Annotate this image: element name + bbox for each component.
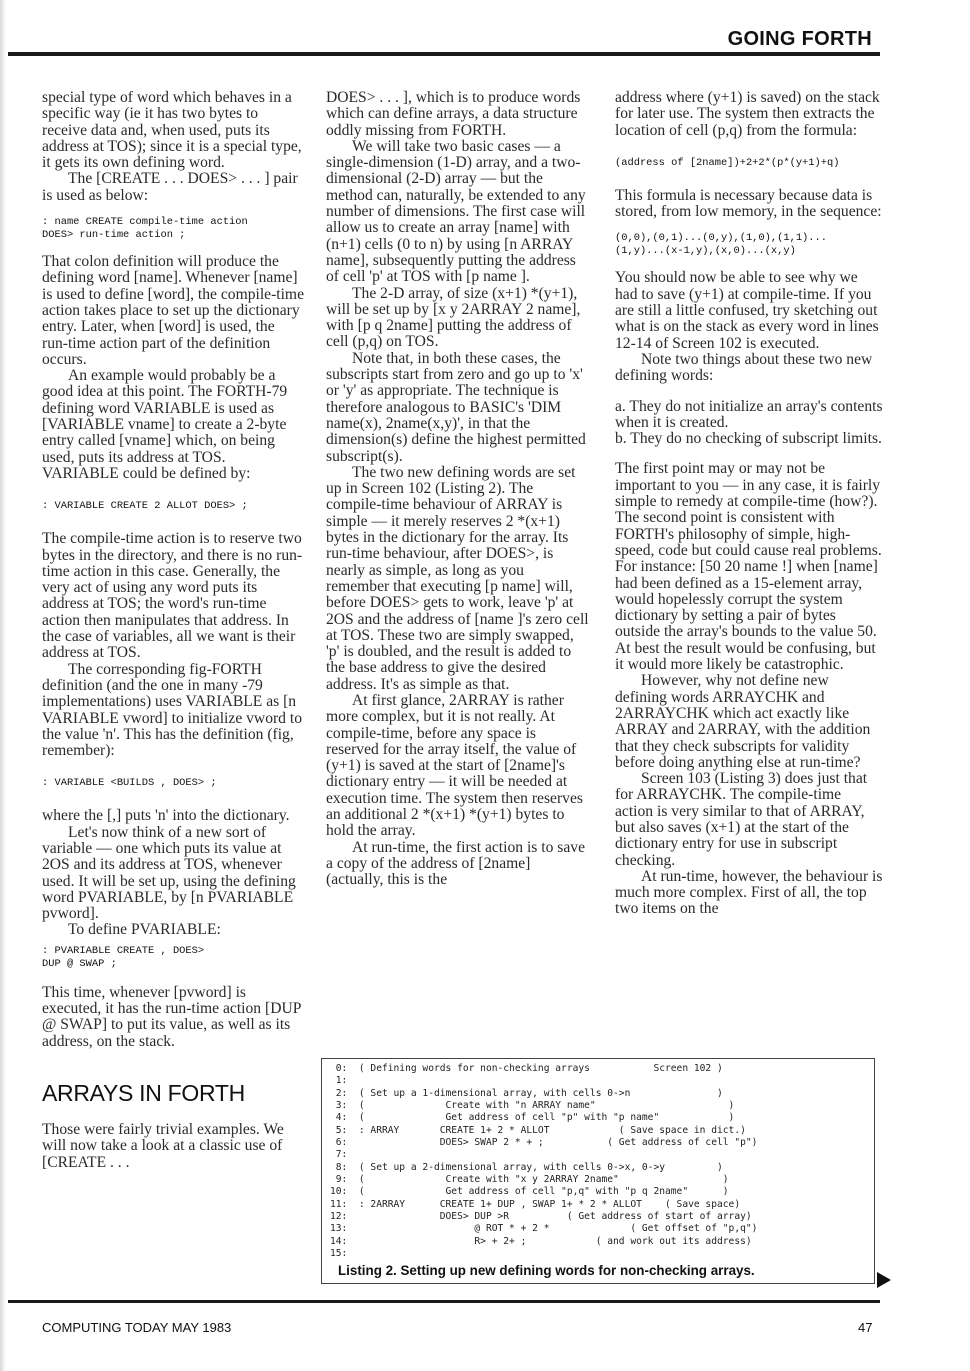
listing-line: 8: ( Set up a 2-dimensional array, with cells 0->x, 0->y )	[330, 1161, 723, 1173]
listing-line: 2: ( Set up a 1-dimensional array, with cells 0->n )	[330, 1087, 723, 1099]
paragraph: DOES> . . . ], which is to produce words which can define arrays, a data structure oddly missing from FORTH.	[326, 89, 581, 139]
bottom-rule	[8, 1300, 880, 1303]
paragraph: An example would probably be a good idea at this point. The FORTH-79 defining word VARIABLE is used as [VARIABLE vname] to create a 2-byte entry called [vname] which, on being used, puts its address at TOS. VARIABLE could be defined by:	[42, 367, 288, 482]
column-3	[615, 90, 883, 918]
code-snippet: : VARIABLE CREATE 2 ALLOT DOES> ;	[42, 500, 248, 513]
continue-arrow-icon	[877, 1272, 891, 1288]
listing-line: 0: ( Defining words for non-checking arrays Screen 102 )	[330, 1063, 723, 1074]
paragraph: The two new defining words are set up in Screen 102 (Listing 2). The compile-time behaviour of ARRAY is simple — it merely reserves 2 *(x+1) bytes in the dictionary for the array. Its run-time behaviour, after DOES>, is nearly as simple, as long as you remember that executing [p name] will, before DOES> gets to work, leave 'p' at 2OS and the address of [name ]'s zero cell at TOS. These two are simply swapped, 'p' is doubled, and the result is added to the base address to give the desired address. It's as simple as that.	[326, 463, 589, 693]
code-snippet: (address of [2name])+2+2*(p*(y+1)+q)	[615, 156, 840, 169]
paragraph: This time, whenever [pvword] is executed, it has the run-time action [DUP @ SWAP] to put its value, as well as its address, on the stack.	[42, 983, 301, 1050]
listing-line: 5: : ARRAY CREATE 1+ 2 * ALLOT ( Save space in dict.)	[330, 1124, 746, 1136]
paragraph: At run-time, however, the behaviour is much more complex. First of all, the top two items on the	[615, 867, 883, 918]
listing-line: 3: ( Create with "n ARRAY name" )	[330, 1100, 735, 1112]
code-snippet: : VARIABLE <BUILDS , DOES> ;	[42, 777, 217, 790]
listing-line: 12: DOES> DUP >R ( Get address of start of array)	[330, 1211, 752, 1223]
running-header: GOING FORTH	[727, 28, 872, 50]
paragraph: At run-time, the first action is to save a copy of the address of [2name] (actually, this is the	[326, 838, 585, 889]
paragraph: The [CREATE . . . DOES> . . . ] pair is used as below:	[42, 170, 298, 204]
paragraph: Note that, in both these cases, the subscripts start from zero and go up to 'x' or 'y' as appropriate. The technique is therefore analogous to BASIC's 'DIM name(x), 2name(x,y)', in that the dimension(s) define the highest permitted subscript(s).	[326, 349, 586, 465]
paragraph: We will take two basic cases — a single-dimension (1-D) array, and a two-dimensional (2-D) array — but the method can, naturally, be extended to any number of dimensions. The first case will allow us to create an array [name] with (n+1) cells (0 to n) by using [n ARRAY name], subsequently putting the address of cell 'p' at TOS with [p name ].	[326, 137, 586, 286]
column-2	[326, 90, 590, 889]
page-number: 47	[858, 1320, 873, 1335]
listing-code	[330, 1063, 862, 1261]
paragraph: That colon definition will produce the defining word [name]. Whenever [name] is used to define [word], the compile-time action takes place to set up the dictionary entry. Later, when [word] is used, the run-time action part of the definition occurs.	[42, 253, 304, 368]
footer-magazine-title: COMPUTING TODAY MAY 1983	[42, 1320, 232, 1335]
listing-line: 14: R> + 2+ ; ( and work out its address)	[330, 1235, 752, 1247]
code-snippet: (0,0),(0,1)...(0,y),(1,0),(1,1)... (1,y)...(x-1,y),(x,0)...(x,y)	[615, 232, 828, 258]
paragraph: However, why not define new defining words ARRAYCHK and 2ARRAYCHK which act exactly like ARRAY and 2ARRAY, with the addition that they check subscripts for validity before doing anything else at run-time?	[615, 672, 871, 771]
column-1	[42, 90, 304, 1171]
paragraph: special type of word which behaves in a specific way (ie it has two bytes to receive data and, when used, puts its address at TOS); since it is a special type, it gets its own defining word.	[42, 89, 302, 172]
paragraph: Those were fairly trivial examples. We will now take a look at a classic use of [CREATE . . .	[42, 1120, 284, 1171]
code-snippet: : PVARIABLE CREATE , DOES> DUP @ SWAP ;	[42, 944, 205, 970]
section-heading: ARRAYS IN FORTH	[42, 1079, 245, 1106]
paragraph: Note two things about these two new defining words:	[615, 350, 873, 385]
listing-2-box	[321, 1058, 875, 1284]
listing-line: 15:	[330, 1248, 348, 1260]
paragraph: address where (y+1) is saved) on the stack for later use. The system then extracts the location of cell (p,q) from the formula:	[615, 89, 880, 139]
paragraph: To define PVARIABLE:	[68, 921, 221, 939]
page-edge-shadow	[0, 0, 6, 1371]
code-snippet: : name CREATE compile-time action DOES> run-time action ;	[42, 216, 248, 242]
paragraph: Let's now think of a new sort of variable — one which puts its value at 2OS and its address at TOS, whenever used. It will be set up, using the defining word PVARIABLE, by [n PVARIABLE pvword].	[42, 823, 296, 923]
paragraph: This formula is necessary because data is stored, from low memory, in the sequence:	[615, 186, 882, 221]
listing-line: 6: DOES> SWAP 2 * + ; ( Get address of cell "p")	[330, 1137, 758, 1149]
paragraph: The compile-time action is to reserve two bytes in the directory, and there is no run-time action in this case. Generally, the very act of using any word puts its address at TOS; the word's run-time action then manipulates that address. In the case of variables, all we want is their address at TOS.	[42, 530, 303, 662]
paragraph: The 2-D array, of size (x+1) *(y+1), will be set up by [x y 2ARRAY 2 name], with [p q 2name] putting the address of cell (p,q) on TOS.	[326, 284, 581, 351]
paragraph: The first point may or may not be important to you — in any case, it is fairly simple to remedy at compile-time (how?). The second point is consistent with FORTH's philosophy of simple, high-speed, code but could cause real problems. For instance: [50 20 name !] when [name] had been defined as a 15-element array, would hopelessly corrupt the system dictionary by setting a pair of bytes outside the array's bounds to the value 50. At best the result would be confusing, but it would more likely be catastrophic.	[615, 460, 882, 674]
listing-line: 9: ( Create with "x y 2ARRAY 2name" )	[330, 1174, 729, 1186]
paragraph: The corresponding fig-FORTH definition (and the one in many -79 implementations) uses VARIABLE as [n VARIABLE vword] to initialize vword to the value 'n'. This has the definition (fig, remember):	[42, 660, 303, 760]
listing-line: 1:	[330, 1075, 348, 1087]
listing-line: 4: ( Get address of cell "p" with "p name" )	[330, 1112, 735, 1124]
listing-caption: Listing 2. Setting up new defining words for non-checking arrays.	[338, 1263, 755, 1278]
paragraph: You should now be able to see why we had to save (y+1) at compile-time. If you are still a little confused, try sketching out what is on the stack as every word in lines 12-14 of Screen 102 is executed.	[615, 269, 879, 352]
listing-line: 13: @ ROT * + 2 * ( Get offset of "p,q")	[330, 1223, 758, 1235]
list-item: b. They do no checking of subscript limits.	[615, 430, 882, 448]
list-item: a. They do not initialize an array's contents when it is created.	[615, 397, 883, 431]
listing-line: 7:	[330, 1149, 348, 1161]
paragraph: At first glance, 2ARRAY is rather more complex, but it is not really. At compile-time, before any space is reserved for the array itself, the value of (y+1) is saved at the start of [2name]'s dictionary entry — it will be needed at execution time. The system then reserves an additional 2 *(x+1) *(y+1) bytes to hold the array.	[326, 691, 583, 840]
paragraph: where the [,] puts 'n' into the dictionary.	[42, 807, 290, 825]
top-rule	[8, 52, 880, 56]
paragraph: Screen 103 (Listing 3) does just that for ARRAYCHK. The compile-time action is very similar to that of ARRAY, but also saves (x+1) at the start of the dictionary entry for use in subscript checking.	[615, 770, 868, 869]
listing-line: 10: ( Get address of cell "p,q" with "p q 2name" )	[330, 1186, 729, 1198]
listing-line: 11: : 2ARRAY CREATE 1+ DUP , SWAP 1+ * 2 * ALLOT ( Save space)	[330, 1198, 741, 1210]
